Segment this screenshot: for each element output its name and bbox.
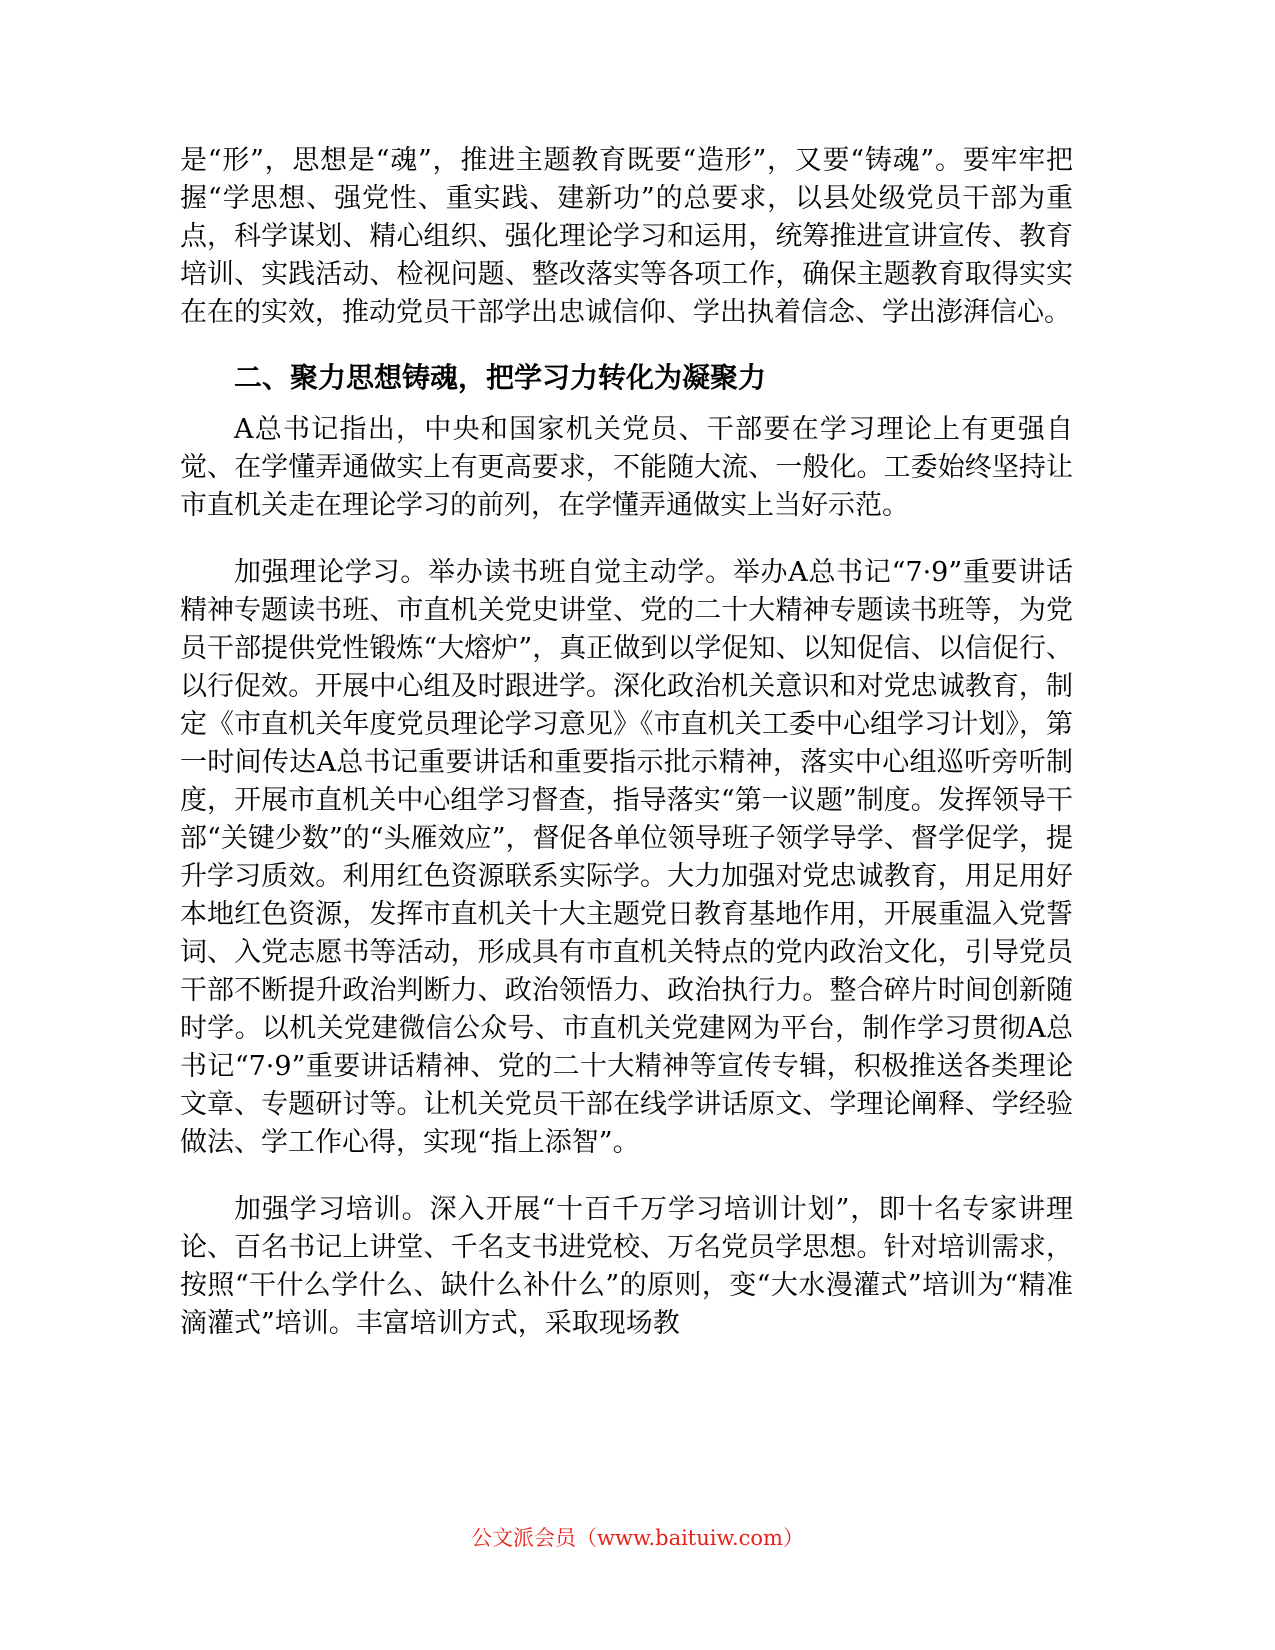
paragraph-theory-study: 加强理论学习。举办读书班自觉主动学。举办A总书记“7·9”重要讲话精神专题读书班、市直机关党史讲堂、党的二十大精神专题读书班等，为党员干部提供党性锻炼“大熔炉”，真正做到以学促知、以知促信、以信促行、以行促效。开展中心组及时跟进学。深化政治机关意识和对党忠诚教育，制定《市直机关年度党员理论学习意见》《市直机关工委中心组学习计划》，第一时间传达A总书记重要讲话和重要指示批示精神，落实中心组巡听旁听制度，开展市直机关中心组学习督查，指导落实“第一议题”制度。发挥领导干部“关键少数”的“头雁效应”，督促各单位领导班子领学导学、督学促学，提升学习质效。利用红色资源联系实际学。大力加强对党忠诚教育，用足用好本地红色资源，发挥市直机关十大主题党日教育基地作用，开展重温入党誓词、入党志愿书等活动，形成具有市直机关特点的党内政治文化，引导党员干部不断提升政治判断力、政治领悟力、政治执行力。整合碎片时间创新随时学。以机关党建微信公众号、市直机关党建网为平台，制作学习贯彻A总书记“7·9”重要讲话精神、党的二十大精神等宣传专辑，积极推送各类理论文章、专题研讨等。让机关党员干部在线学讲话原文、学理论阐释、学经验做法、学工作心得，实现“指上添智”。 bbox=[180, 557, 1073, 1158]
document-body bbox=[180, 142, 1073, 1343]
paragraph-training: 加强学习培训。深入开展“十百千万学习培训计划”，即十名专家讲理论、百名书记上讲堂、千名支书进党校、万名党员学思想。针对培训需求，按照“干什么学什么、缺什么补什么”的原则，变“大水漫灌式”培训为“精准滴灌式”培训。丰富培训方式，采取现场教 bbox=[180, 1194, 1073, 1339]
paragraph-continuation: 是“形”，思想是“魂”，推进主题教育既要“造形”，又要“铸魂”。要牢牢把握“学思想、强党性、重实践、建新功”的总要求，以县处级党员干部为重点，科学谋划、精心组织、强化理论学习和运用，统筹推进宣讲宣传、教育培训、实践活动、检视问题、整改落实等各项工作，确保主题教育取得实实在在的实效，推动党员干部学出忠诚信仰、学出执着信念、学出澎湃信心。 bbox=[180, 145, 1073, 328]
paragraph-intro: A总书记指出，中央和国家机关党员、干部要在学习理论上有更强自觉、在学懂弄通做实上有更高要求，不能随大流、一般化。工委始终坚持让市直机关走在理论学习的前列，在学懂弄通做实上当好示范。 bbox=[180, 414, 1073, 521]
section-heading: 二、聚力思想铸魂，把学习力转化为凝聚力 bbox=[234, 361, 767, 394]
footer-watermark: 公文派会员（www.baituiw.com） bbox=[471, 1526, 804, 1550]
